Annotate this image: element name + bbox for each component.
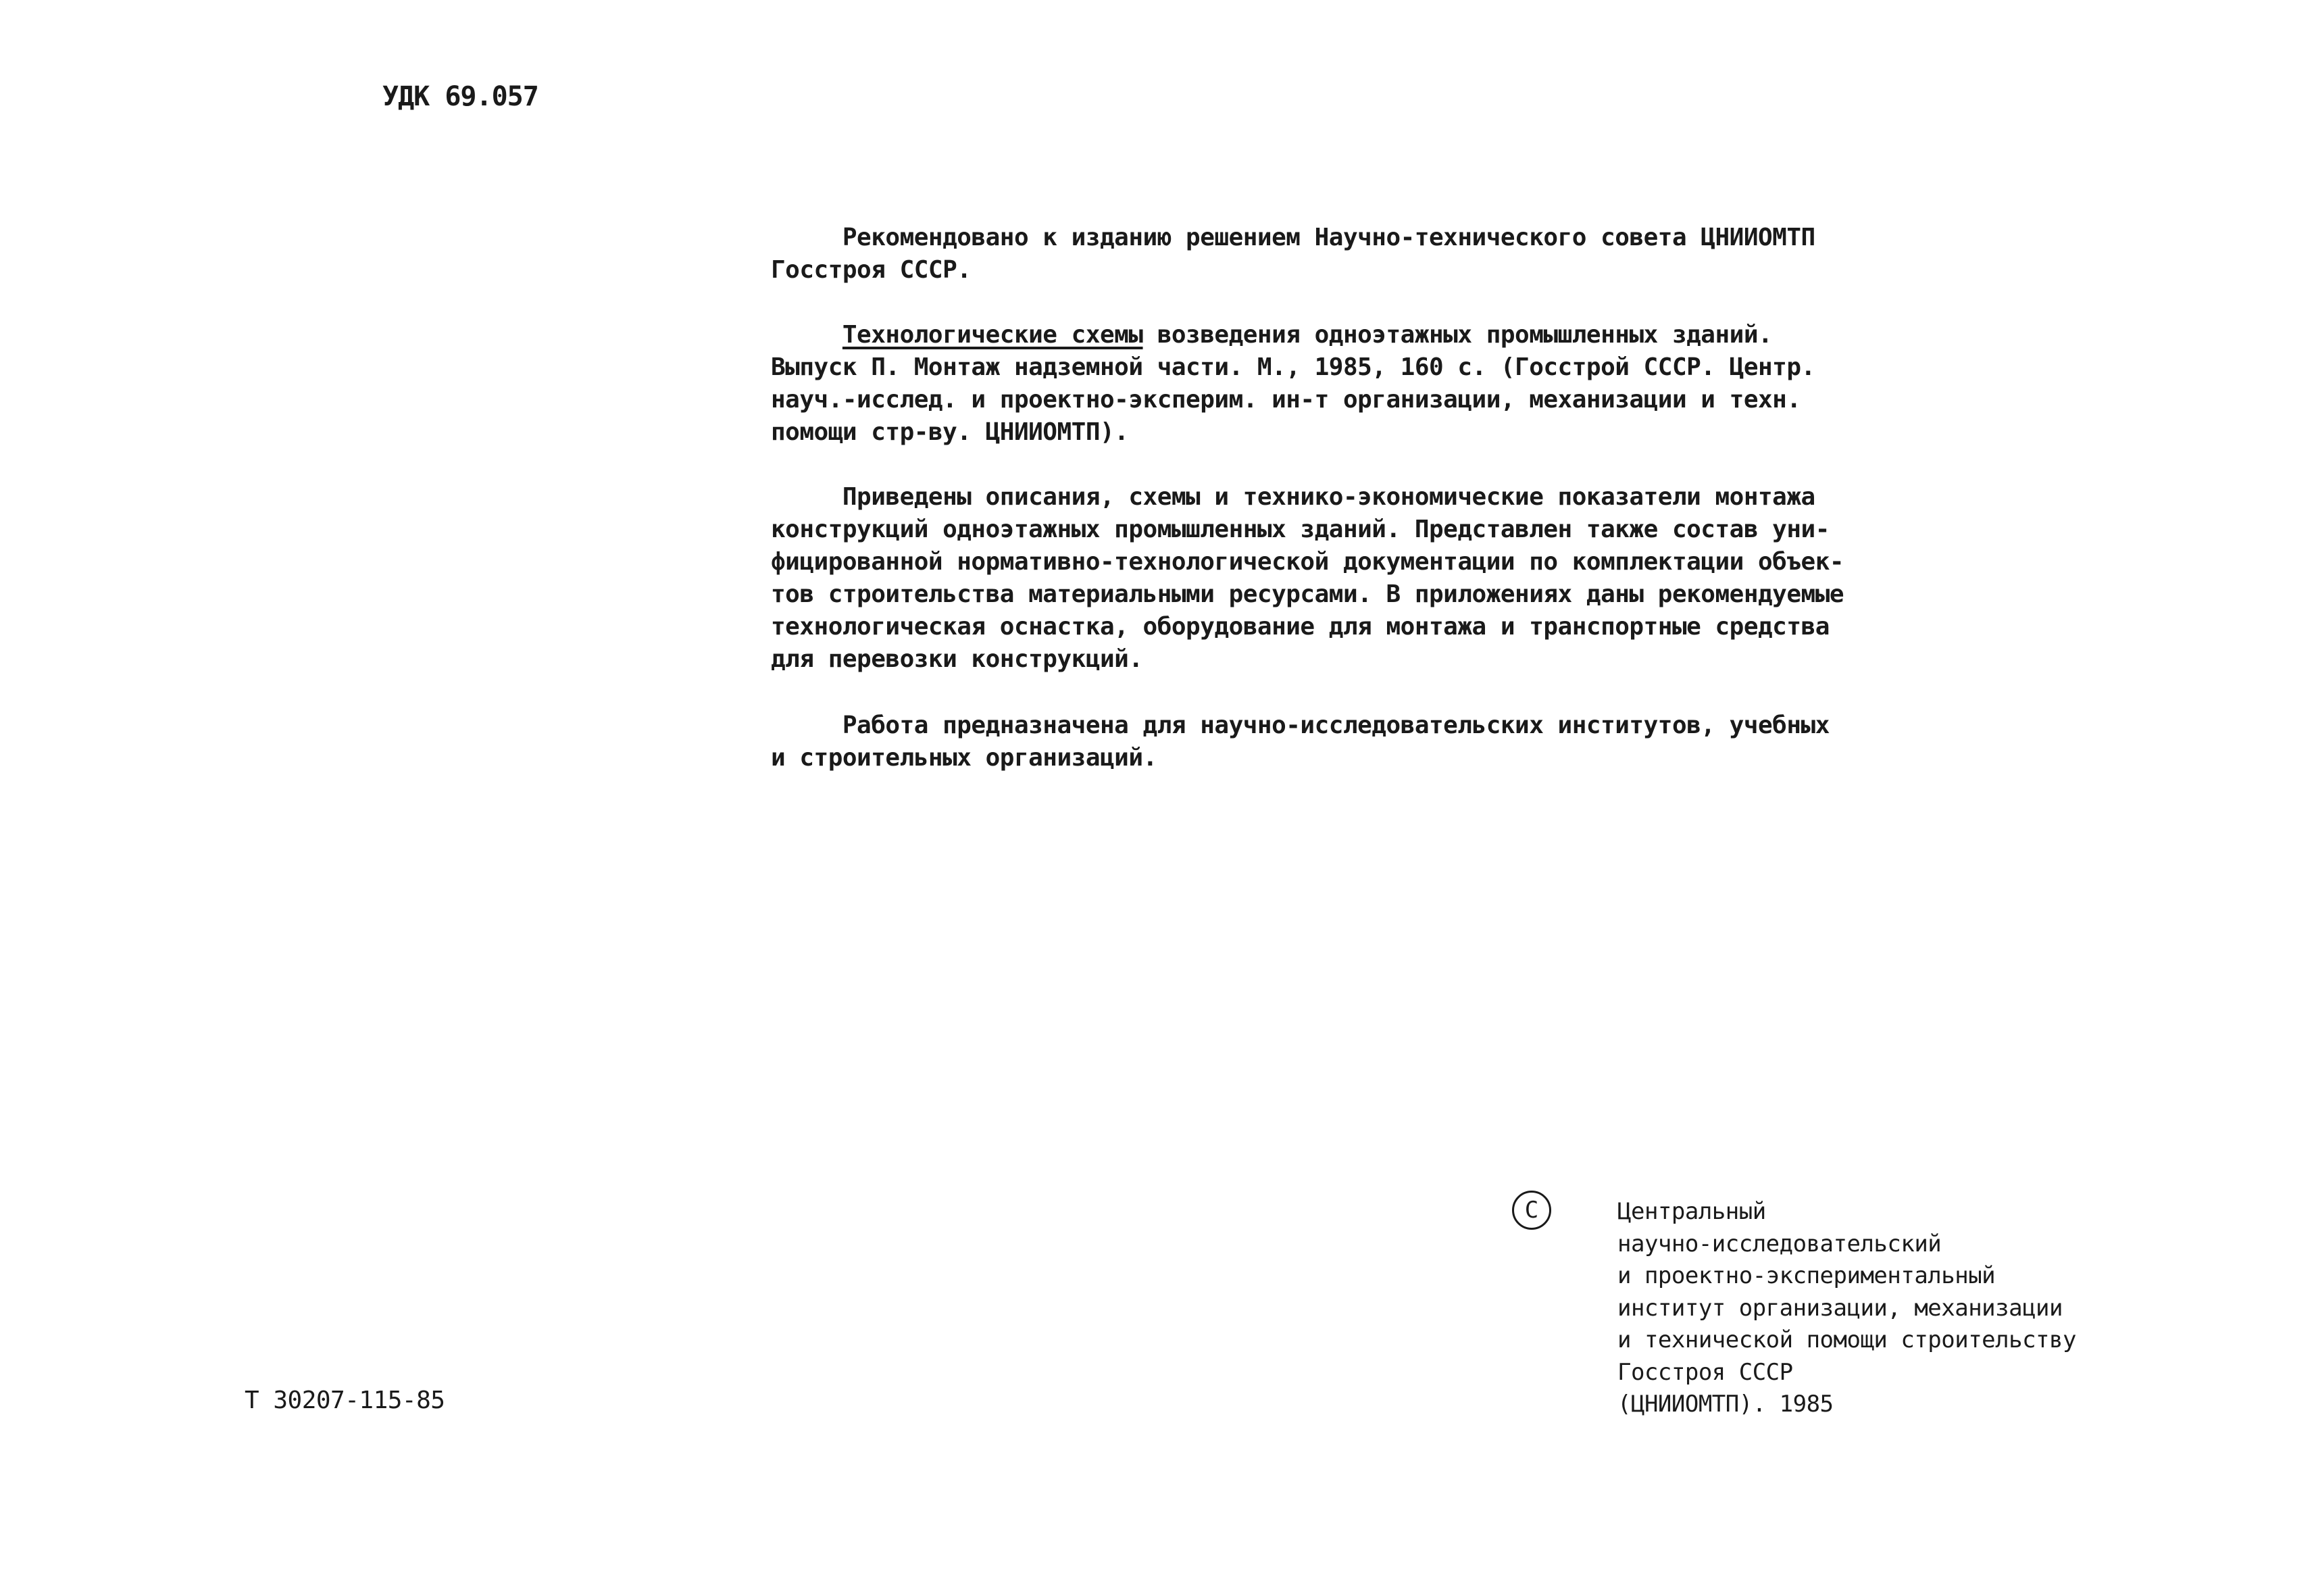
bibliographic-description — [771, 319, 1815, 449]
publisher-line: Центральный — [1617, 1198, 1766, 1225]
audience-line: Работа предназначена для научно-исследовательских институтов, учебных — [771, 712, 1830, 739]
bibliography-line: помощи стр-ву. ЦНИИОМТП). — [771, 418, 1129, 446]
audience-paragraph — [771, 709, 1830, 774]
annotation-line: фицированной нормативно-технологической документации по комплектации объек- — [771, 548, 1844, 576]
bibliography-title-rest: возведения одноэтажных промышленных зданий. — [1142, 321, 1773, 349]
bibliography-title: Технологические схемы — [842, 321, 1143, 349]
annotation-paragraph — [771, 481, 1844, 676]
audience-line: и строительных организаций. — [771, 744, 1157, 772]
bibliography-line: науч.-исслед. и проектно-эксперим. ин-т организации, механизации и техн. — [771, 386, 1801, 414]
publisher-line: Госстроя СССР — [1617, 1358, 1793, 1386]
publisher-line: (ЦНИИОМТП). 1985 — [1617, 1391, 1834, 1418]
catalog-number: Т 30207-115-85 — [245, 1387, 445, 1414]
annotation-line: технологическая оснастка, оборудование для монтажа и транспортные средства — [771, 613, 1830, 641]
annotation-line: конструкций одноэтажных промышленных зданий. Представлен также состав уни- — [771, 516, 1830, 543]
bibliography-line: Выпуск П. Монтаж надземной части. М., 1985, 160 с. (Госстрой СССР. Центр. — [771, 353, 1815, 381]
annotation-line: тов строительства материальными ресурсами. В приложениях даны рекомендуемые — [771, 580, 1844, 608]
bibliography-first-line — [771, 319, 1784, 351]
annotation-line: для перевозки конструкций. — [771, 645, 1143, 673]
recommendation-line: Рекомендовано к изданию решением Научно-технического совета ЦНИИОМТП — [771, 224, 1815, 251]
publisher-line: институт организации, механизации — [1617, 1294, 2063, 1322]
publisher-line: и проектно-экспериментальный — [1617, 1262, 1996, 1289]
udk-code: УДК 69.057 — [382, 81, 538, 112]
publisher-line: научно-исследовательский — [1617, 1230, 1942, 1257]
recommendation-line: Госстроя СССР. — [771, 256, 972, 284]
recommendation-paragraph — [771, 222, 1815, 286]
annotation-line: Приведены описания, схемы и технико-экономические показатели монтажа — [771, 483, 1815, 511]
copyright-icon: С — [1512, 1191, 1551, 1230]
publisher-block — [1617, 1196, 2076, 1421]
publisher-line: и технической помощи строительству — [1617, 1326, 2076, 1353]
